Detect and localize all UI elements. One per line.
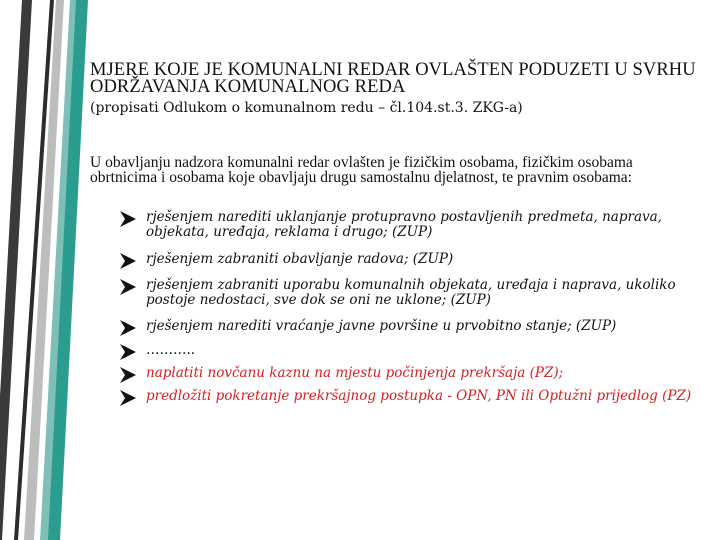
bullet-text: ………..	[146, 342, 196, 358]
list-item	[118, 278, 708, 319]
bullet-text: rješenjem zabraniti obavljanje radova; (ZUP)	[146, 251, 454, 267]
arrow-bullet-icon	[118, 209, 138, 229]
dark-bar-1	[0, 0, 32, 540]
slide-subtitle: (propisati Odlukom o komunalnom redu – čl.104.st.3. ZKG-a)	[90, 100, 523, 116]
list-item	[118, 252, 708, 278]
arrow-bullet-icon	[118, 251, 138, 271]
arrow-bullet-icon	[118, 365, 138, 385]
list-item	[118, 319, 708, 343]
bullet-text: rješenjem narediti vraćanje javne površine u prvobitno stanje; (ZUP)	[146, 318, 617, 334]
bullet-text: predložiti pokretanje prekršajnog postupka - OPN, PN ili Optužni prijedlog (PZ)	[146, 388, 692, 404]
arrow-bullet-icon	[118, 318, 138, 338]
list-item	[118, 366, 708, 389]
arrow-bullet-icon	[118, 388, 138, 408]
intro-paragraph: U obavljanju nadzora komunalni redar ovlašten je fizičkim osobama, fizičkim osobama obrtnicima i osobama koje obavljaju drugu samostalnu djelatnost, te pravnim osobama:	[90, 154, 633, 186]
list-item	[118, 343, 708, 366]
list-item	[118, 389, 708, 421]
bullet-text: rješenjem narediti uklanjanje protupravno postavljenih predmeta, naprava, objekata, uređaja, reklama i drugo; (ZUP)	[146, 209, 662, 240]
list-item	[118, 210, 708, 252]
arrow-bullet-icon	[118, 342, 138, 362]
arrow-bullet-icon	[118, 277, 138, 297]
slide-title: MJERE KOJE JE KOMUNALNI REDAR OVLAŠTEN PODUZETI U SVRHU ODRŽAVANJA KOMUNALNOG REDA	[90, 60, 696, 97]
decorative-side-bars	[0, 0, 90, 540]
measures-list	[118, 210, 708, 421]
bullet-text: rješenjem zabraniti uporabu komunalnih objekata, uređaja i naprava, ukoliko postoje nedostaci, sve dok se oni ne uklone; (ZUP)	[146, 277, 676, 308]
bullet-text: naplatiti novčanu kaznu na mjestu počinjenja prekršaja (PZ);	[146, 365, 564, 381]
